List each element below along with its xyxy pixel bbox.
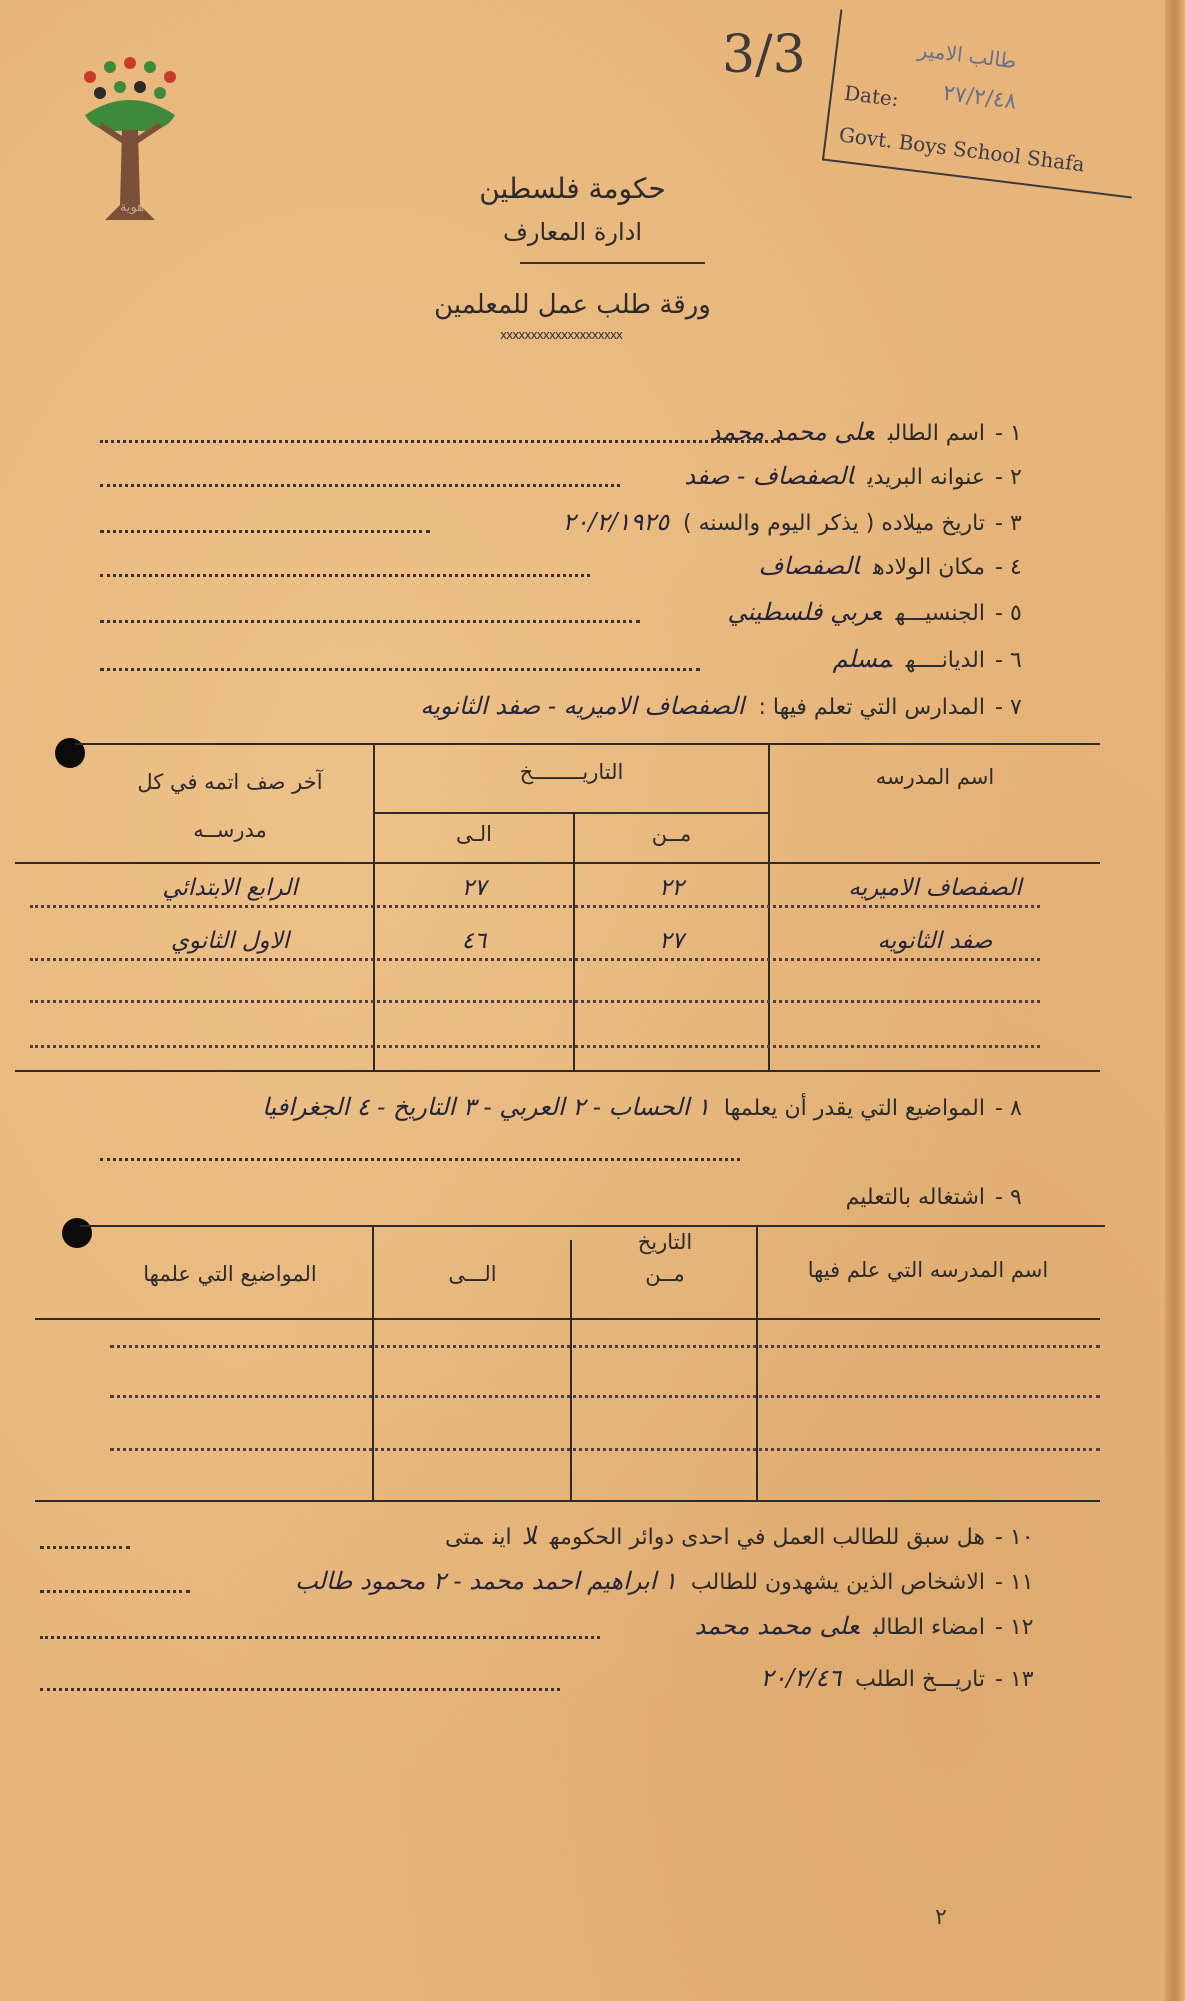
form-title: ورقة طلب عمل للمعلمين [434, 290, 711, 320]
field-references: ١١ -الاشخاص الذين يشهدون للطالب١ ابراهيم احمد محمد - ٢ محمود طالب [295, 1567, 1034, 1595]
fill-line [40, 1636, 600, 1639]
row-line [110, 1448, 1100, 1451]
fill-line [100, 530, 430, 533]
field-request-date-value: ٢٠/٢/٤٦ [760, 1664, 842, 1692]
row-line [30, 1000, 1040, 1003]
page-edge [1165, 0, 1185, 2001]
field-subjects: ٨ -المواضيع التي يقدر أن يعلمها١ الحساب - ٢ العربي - ٣ التاريخ - ٤ الجغرافيا [262, 1093, 1022, 1121]
field-birth-place: ٤ -مكان الولادهالصفصاف [758, 552, 1022, 580]
field-name-value: على محمد محمد [709, 418, 874, 446]
col-teach-date: التاريخ [637, 1230, 693, 1254]
table-border [570, 1240, 572, 1500]
col-from: مــن [651, 822, 692, 846]
table-row-1-last-class: الرابع الابتدائي [162, 875, 298, 901]
fill-line [40, 1590, 190, 1593]
header-rule [520, 262, 705, 264]
fill-line [100, 440, 780, 443]
stamp-school-name: Govt. Boys School Shafa [837, 122, 1087, 177]
stamp-office-text: طالب الامير [916, 37, 1018, 74]
field-address-value: الصفصاف - صفد [684, 462, 854, 490]
col-date: التاريــــــــخ [519, 760, 624, 784]
table-border [15, 862, 1100, 864]
table-border [80, 1225, 1105, 1227]
row-line [110, 1395, 1100, 1398]
field-gov-service: ١٠ -هل سبق للطالب العمل في احدى دوائر الحكومهلااينمتى [445, 1522, 1034, 1550]
field-birth-date: ٣ -تاريخ ميلاده ( يذكر اليوم والسنه )٢٠/٢/١٩٢٥ [562, 508, 1022, 536]
field-subjects-value: ١ الحساب - ٢ العربي - ٣ التاريخ - ٤ الجغرافيا [262, 1093, 710, 1121]
table-border [15, 1070, 1100, 1072]
government-title: حكومة فلسطين [479, 172, 666, 205]
table-row-2-from: ٢٧ [659, 928, 684, 954]
table-row-1-from: ٢٢ [659, 875, 684, 901]
title-ornament: xxxxxxxxxxxxxxxxxxxx [500, 328, 623, 342]
table-border [35, 1500, 1100, 1502]
field-address: ٢ -عنوانه البريديالصفصاف - صفد [684, 462, 1022, 490]
page-mark: ٢ [935, 1905, 947, 1930]
table-border [372, 1225, 374, 1500]
row-line [30, 958, 1040, 961]
col-teach-from: مــن [645, 1262, 685, 1286]
fill-line [100, 574, 590, 577]
col-teach-school: اسم المدرسه التي علم فيها [807, 1258, 1049, 1282]
fill-line [40, 1546, 130, 1549]
field-name: ١ -اسم الطالبعلى محمد محمد [709, 418, 1022, 446]
field-request-date: ١٣ -تاريـــخ الطلب٢٠/٢/٤٦ [760, 1664, 1034, 1692]
field-nationality-value: عربي فلسطيني [727, 598, 882, 626]
field-references-value: ١ ابراهيم احمد محمد - ٢ محمود طالب [295, 1567, 677, 1595]
punch-hole [62, 1218, 92, 1248]
field-teaching: ٩ -اشتغاله بالتعليم [845, 1185, 1022, 1210]
col-to: الـى [456, 822, 492, 846]
col-last-class-2: مدرســه [193, 818, 267, 842]
table-row-1-to: ٢٧ [461, 875, 487, 901]
field-signature: ١٢ -امضاء الطالبعلى محمد محمد [694, 1612, 1034, 1640]
field-nationality: ٥ -الجنسيـــهعربي فلسطيني [727, 598, 1022, 626]
fill-line [100, 620, 640, 623]
col-last-class: آخر صف اتمه في كل [137, 770, 323, 794]
table-row-2-to: ٤٦ [461, 928, 487, 954]
table-row-1-school: الصفصاف الاميريه [848, 875, 1022, 901]
folio-number: 3/3 [722, 25, 806, 85]
field-birth-place-value: الصفصاف [758, 552, 860, 580]
field-signature-value: على محمد محمد [694, 1612, 860, 1640]
row-line [110, 1345, 1100, 1348]
logo-caption: هوية [119, 200, 145, 215]
school-stamp [822, 10, 1150, 199]
row-line [30, 1045, 1040, 1048]
col-teach-subjects: المواضيع التي علمها [143, 1262, 317, 1286]
fill-line [40, 1688, 560, 1691]
field-religion-value: مسلم [832, 645, 892, 673]
row-line [30, 905, 1040, 908]
fill-line [100, 668, 700, 671]
fill-line [100, 1158, 740, 1161]
table-row-2-school: صفد الثانويه [877, 928, 993, 954]
table-row-2-last-class: الاول الثانوي [170, 928, 290, 954]
department-title: ادارة المعارف [502, 218, 643, 246]
stamp-date-value: ٢٧/٢/٤٨ [941, 80, 1018, 115]
col-school: اسم المدرسه [875, 765, 995, 789]
table-border [35, 1318, 1100, 1320]
table-border [75, 743, 1100, 745]
field-gov-service-value: لا [521, 1522, 536, 1550]
field-schools-value: الصفصاف الاميريه - صفد الثانويه [420, 692, 745, 720]
stamp-date-label: Date: [842, 80, 900, 112]
fill-line [100, 484, 620, 487]
col-teach-to: الـــى [448, 1262, 497, 1286]
field-schools: ٧ -المدارس التي تعلم فيها :الصفصاف الاميريه - صفد الثانويه [420, 692, 1022, 720]
field-birth-date-value: ٢٠/٢/١٩٢٥ [562, 508, 669, 536]
field-religion: ٦ -الديانــــهمسلم [832, 645, 1022, 673]
